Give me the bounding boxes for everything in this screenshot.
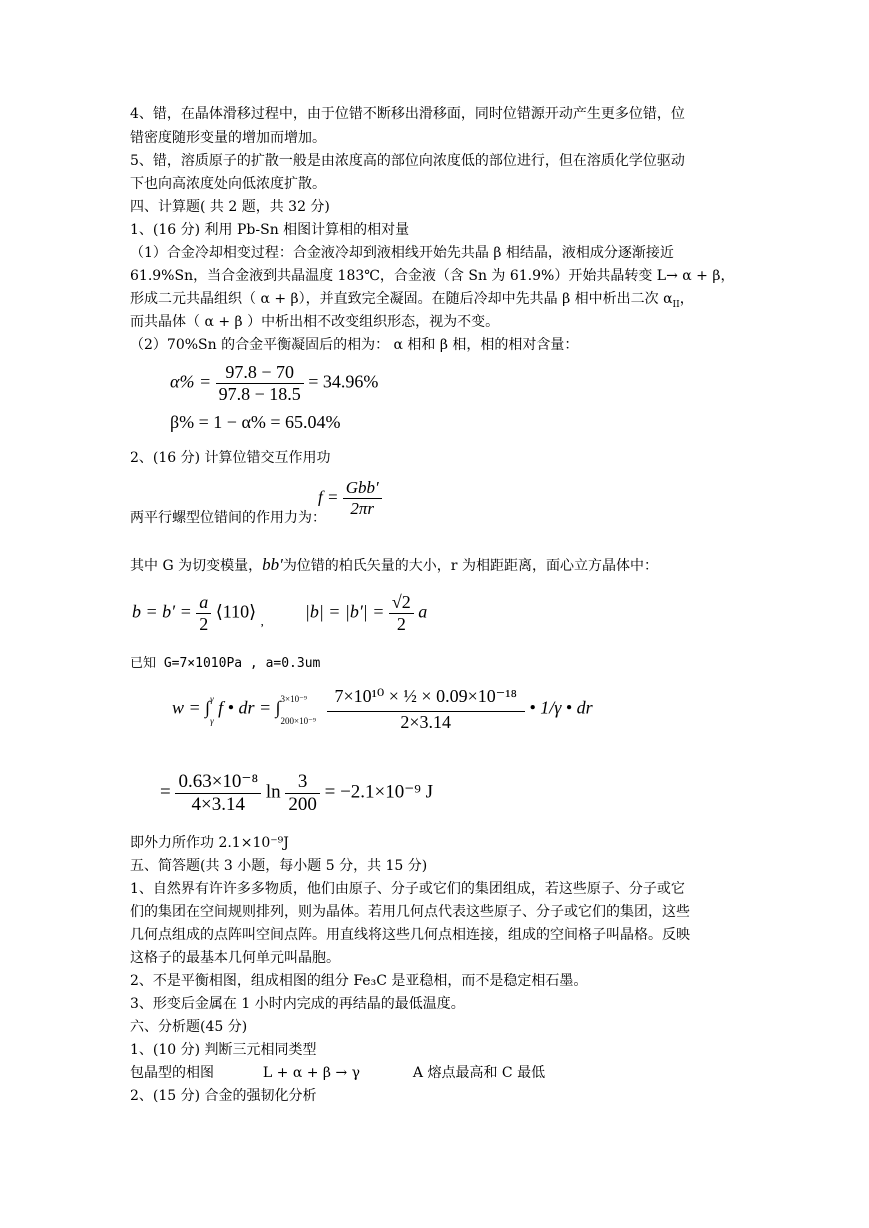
item5-line2: 下也向高浓度处向低浓度扩散。 [130, 176, 326, 192]
eq-alpha-lhs: α% = [170, 371, 212, 392]
eq-alpha-fraction [216, 362, 304, 405]
b-eq-frac1-den: 2 [199, 614, 209, 634]
work-eq-lhs: w = ∫ [172, 697, 211, 718]
s6-q2-title: 2、(15 分) 合金的强韧化分析 [130, 1088, 317, 1104]
result-eq-lhs: = [160, 781, 171, 803]
item5-line1: 5、错，溶质原子的扩散一般是由浓度高的部位向浓度低的部位进行，但在溶质化学位驱动 [130, 153, 685, 169]
b-eq-frac2-num: √2 [389, 592, 414, 614]
force-eq-lhs: f = [318, 487, 339, 507]
result-eq-den2: 200 [288, 793, 317, 815]
q2-where-sym: bb′ [262, 555, 283, 574]
a1-line1: 1、自然界有许许多多物质，他们由原子、分子或它们的集团组成，若这些原子、分子或它 [130, 881, 685, 897]
item4-line1: 4、错，在晶体滑移过程中，由于位错不断移出滑移面，同时位错源开动产生更多位错，位 [130, 106, 685, 122]
b-eq-part2: ⟨110⟩ [215, 601, 257, 622]
result-eq [160, 770, 433, 816]
force-eq-fraction [343, 478, 382, 519]
force-eq-num: Gbb′ [343, 478, 382, 499]
work-eq-tail: • 1/γ • dr [529, 697, 593, 718]
eq-alpha-rhs: = 34.96% [308, 371, 379, 392]
section5-heading: 五、简答题(共 3 小题，每小题 5 分，共 15 分) [130, 858, 428, 874]
eq-alpha [170, 362, 378, 405]
a1-line3: 几何点组成的点阵叫空间点阵。用直线将这些几何点相连接，组成的空间格子叫晶格。反映 [130, 927, 690, 943]
q1-p1-line3-text: 形成二元共晶组织（ α + β），并直致完全凝固。在随后冷却中先共晶 β 相中析出二次 α [130, 291, 673, 307]
eq-alpha-den: 97.8 − 18.5 [218, 384, 301, 404]
result-eq-ln: ln [265, 781, 281, 803]
result-eq-num2: 3 [285, 771, 320, 794]
a2: 2、不是平衡相图，组成相图的组分 Fe₃C 是亚稳相，而不是稳定相石墨。 [130, 973, 588, 989]
force-eq [318, 478, 382, 519]
s6-q1-title: 1、(10 分) 判断三元相同类型 [130, 1042, 317, 1058]
s6-q1-answer-b: L + α + β → γ [262, 1065, 361, 1081]
conclusion: 即外力所作功 2.1×10⁻⁹J [130, 835, 289, 851]
work-eq-fraction [327, 686, 525, 733]
result-eq-frac1 [175, 770, 261, 816]
work-eq-limits1 [210, 688, 214, 732]
result-eq-den: 4×3.14 [191, 794, 246, 815]
section4-heading: 四、计算题( 共 2 题，共 32 分) [130, 199, 330, 215]
q1-p1-line3-end: ， [679, 291, 694, 307]
s6-q1-answer-a: 包晶型的相图 [130, 1065, 214, 1081]
work-eq-lim2-bot: 200×10⁻⁹ [280, 715, 316, 726]
q1-p1-line4: 而共晶体（ α + β ）中析出相不改变组织形态，视为不变。 [130, 314, 500, 330]
a1-line4: 这格子的最基本几何单元叫晶胞。 [130, 950, 340, 966]
q2-where-line [130, 555, 658, 576]
force-eq-den: 2πr [350, 499, 375, 518]
result-eq-frac2 [285, 771, 320, 816]
result-eq-rhs: = −2.1×10⁻⁹ J [324, 781, 434, 803]
s6-q1-answer [130, 1063, 545, 1083]
work-eq-lim-top: γ [210, 693, 214, 704]
work-eq-num: 7×10¹⁰ × ½ × 0.09×10⁻¹⁸ [327, 686, 525, 712]
a1-line2: 们的集团在空间规则排列，则为晶体。若用几何点代表这些原子、分子或它们的集团，这些 [130, 904, 690, 920]
b-eq-frac2-den: 2 [396, 614, 406, 634]
q2-force-label: 两平行螺型位错间的作用力为： [130, 510, 326, 526]
q1-title: 1、(16 分) 利用 Pb-Sn 相图计算相的相对量 [130, 222, 410, 238]
section6-heading: 六、分析题(45 分) [130, 1019, 248, 1035]
q2-where-end: 为位错的柏氏矢量的大小，r 为相距距离，面心立方晶体中： [282, 558, 658, 574]
work-eq-den: 2×3.14 [400, 712, 452, 732]
s6-q1-answer-c: A 熔点最高和 C 最低 [412, 1065, 546, 1081]
q2-where-start: 其中 G 为切变模量， [130, 558, 263, 574]
eq-beta: β% = 1 − α% = 65.04% [170, 412, 341, 432]
b-eq-frac1 [196, 592, 211, 635]
b-eq-comma: , [260, 613, 264, 629]
b-eq [132, 592, 427, 635]
item4-line2: 错密度随形变量的增加而增加。 [130, 130, 326, 146]
q1-p1-line3 [130, 289, 694, 315]
b-eq-frac2 [389, 592, 414, 635]
a3: 3、形变后金属在 1 小时内完成的再结晶的最低温度。 [130, 996, 465, 1012]
given-values: 已知 G=7×1010Pa , a=0.3um [130, 656, 321, 671]
q1-p1-line3-sub: II [672, 299, 680, 310]
work-eq-lim-bot: γ [210, 715, 214, 726]
work-eq-limits2 [281, 688, 316, 732]
result-eq-num: 0.63×10⁻⁸ [175, 770, 261, 794]
q2-title: 2、(16 分) 计算位错交互作用功 [130, 450, 331, 466]
work-eq [172, 686, 593, 733]
q1-p1-line1: （1）合金冷却相变过程：合金液冷却到液相线开始先共晶 β 相结晶，液相成分逐渐接近 [130, 245, 674, 261]
q1-p2: （2）70%Sn 的合金平衡凝固后的相为： α 相和 β 相，相的相对含量： [130, 337, 579, 353]
b-eq-part1: b = b′ = [132, 601, 192, 622]
b-eq-part4: a [418, 601, 428, 622]
q1-p1-line2: 61.9%Sn，当合金液到共晶温度 183℃，合金液（含 Sn 为 61.9%）开始共晶转变 L→ α + β， [130, 268, 735, 284]
work-eq-lim2-top: 3×10⁻⁹ [280, 693, 307, 704]
work-eq-mid: f • dr = ∫ [218, 697, 281, 718]
b-eq-part3: |b| = |b′| = [304, 601, 385, 622]
b-eq-frac1-num: a [196, 592, 211, 614]
eq-alpha-num: 97.8 − 70 [216, 362, 304, 384]
